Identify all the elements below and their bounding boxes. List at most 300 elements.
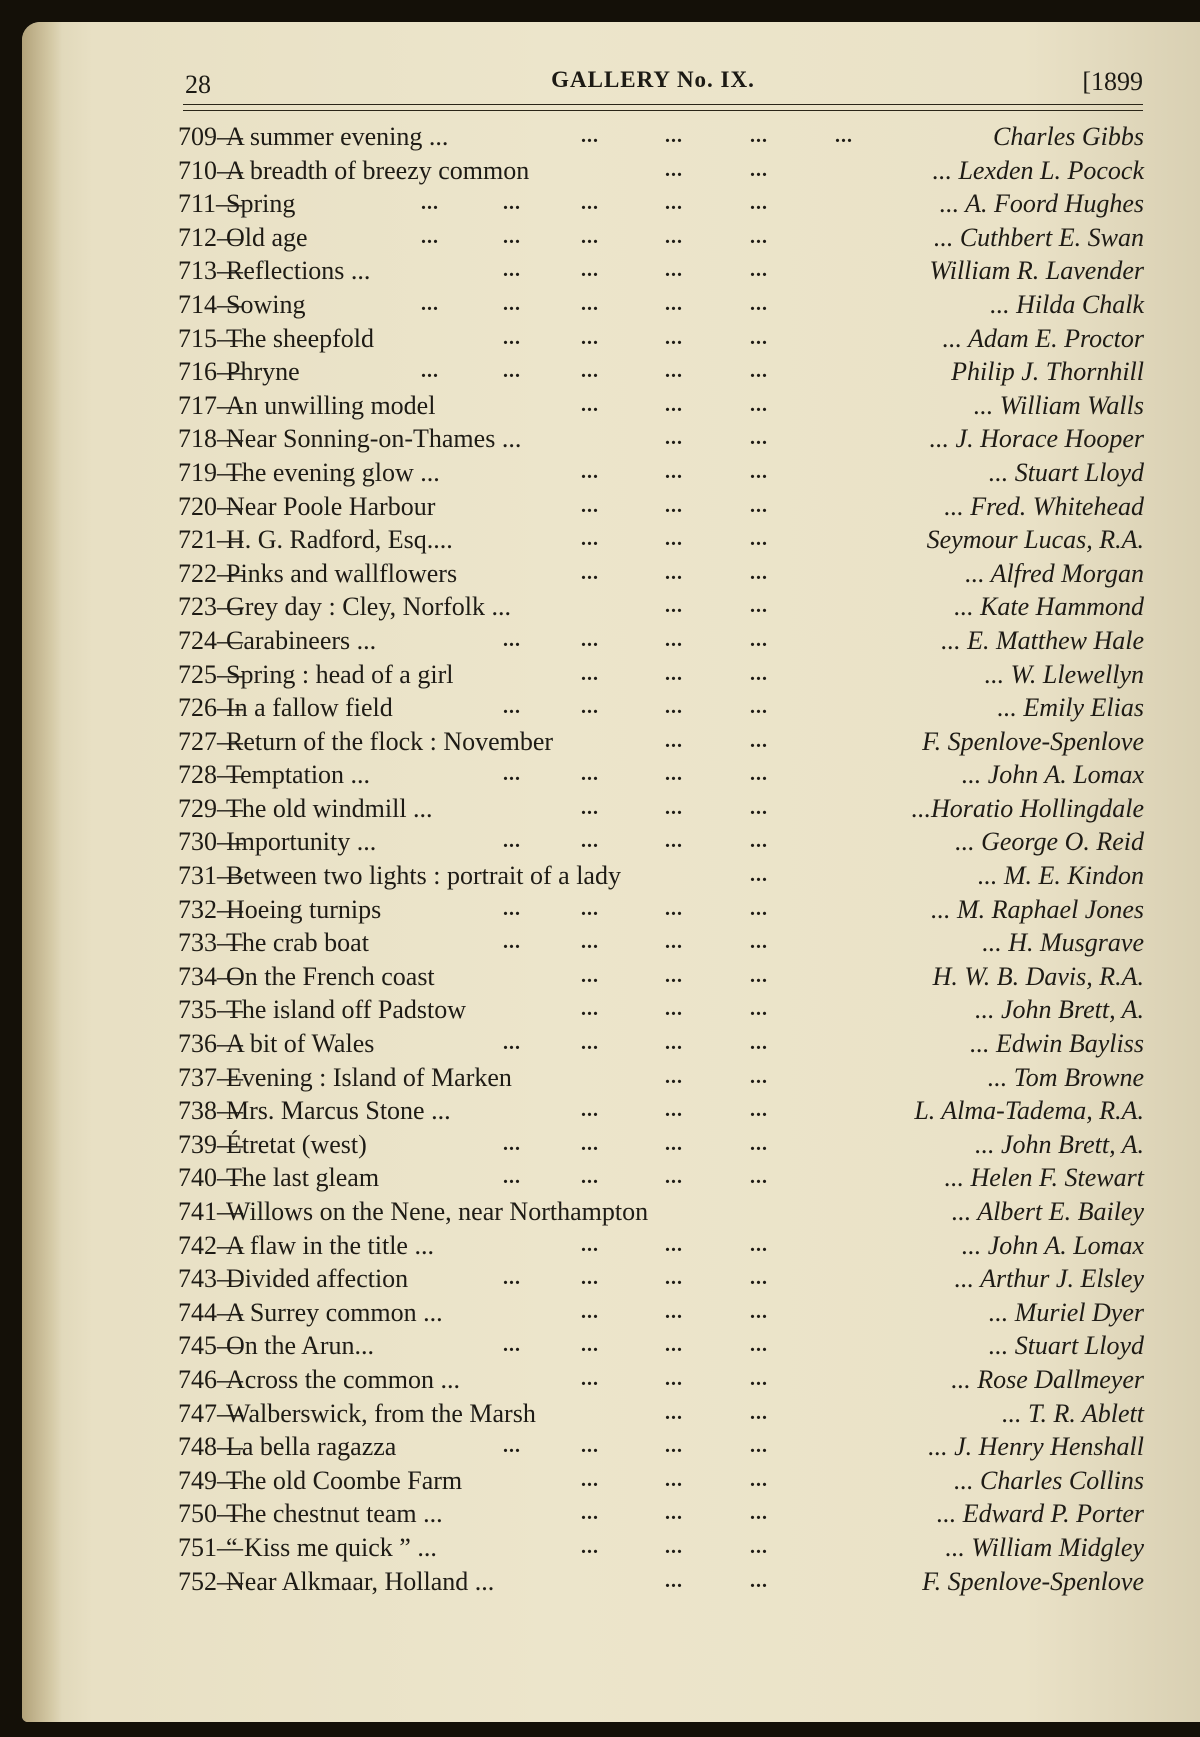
entry-number: 722—: [178, 558, 243, 588]
dot-leader: ...: [581, 1032, 599, 1055]
entry-number: 732—: [178, 894, 243, 924]
dot-leader: ...: [581, 1166, 599, 1189]
dot-leader: ...: [503, 1132, 521, 1155]
catalogue-entry: [178, 960, 1144, 994]
dot-leader: ...: [581, 628, 599, 651]
dot-leader: ...: [503, 259, 521, 282]
entry-number: 748—: [178, 1432, 243, 1462]
dot-leader: ...: [750, 696, 768, 719]
catalogue-entry: [178, 1094, 1144, 1128]
entry-title: Mrs. Marcus Stone ...: [226, 1096, 451, 1126]
dot-leader: ...: [421, 360, 439, 383]
entry-number: 746—: [178, 1364, 243, 1394]
entry-number: 735—: [178, 995, 243, 1025]
catalogue-entry: [178, 1195, 1144, 1229]
dot-leader: ...: [665, 460, 683, 483]
dot-leader: ...: [503, 360, 521, 383]
catalogue-entry: [178, 322, 1144, 356]
entry-title: Spring: [226, 189, 296, 219]
entry-artist: ... J. Horace Hooper: [929, 424, 1144, 454]
dot-leader: ...: [665, 1569, 683, 1592]
entry-artist: ... Helen F. Stewart: [944, 1163, 1144, 1193]
dot-leader: ...: [750, 763, 768, 786]
running-title: GALLERY No. IX.: [551, 67, 755, 92]
dot-leader: ...: [581, 292, 599, 315]
dot-leader: ...: [665, 528, 683, 551]
dot-leader: ...: [503, 931, 521, 954]
dot-leader: ...: [750, 1267, 768, 1290]
entry-number: 729—: [178, 793, 243, 823]
entry-title: Phryne: [226, 357, 300, 387]
entry-title: Hoeing turnips: [226, 894, 382, 924]
entry-number: 717—: [178, 390, 243, 420]
dot-leader: ...: [750, 292, 768, 315]
dot-leader: ...: [665, 696, 683, 719]
dot-leader: ...: [665, 360, 683, 383]
dot-leader: ...: [581, 326, 599, 349]
dot-leader: ...: [581, 225, 599, 248]
dot-leader: ...: [750, 931, 768, 954]
entry-title: “ Kiss me quick ” ...: [226, 1532, 437, 1562]
entry-number: 728—: [178, 760, 243, 790]
catalogue-entry: [178, 691, 1144, 725]
dot-leader: ...: [503, 628, 521, 651]
header-rule: [183, 110, 1143, 111]
entry-artist: ... Hilda Chalk: [990, 289, 1144, 319]
entry-artist: ... John Brett, A.: [975, 995, 1144, 1025]
catalogue-entry: [178, 1430, 1144, 1464]
catalogue-entry: [178, 624, 1144, 658]
entry-title: Near Alkmaar, Holland ...: [226, 1566, 495, 1596]
entry-number: 741—: [178, 1197, 243, 1226]
entry-title: Divided affection: [226, 1264, 409, 1294]
year-label: [1899: [1082, 67, 1143, 96]
dot-leader: ...: [421, 292, 439, 315]
dot-leader: ...: [503, 326, 521, 349]
entry-title: A bit of Wales: [226, 1029, 375, 1059]
entry-artist: ... Emily Elias: [997, 693, 1144, 723]
entry-title: The evening glow ...: [226, 457, 440, 487]
page-number: 28: [185, 70, 211, 99]
entry-number: 752—: [178, 1566, 243, 1596]
entry-title: A breadth of breezy common: [226, 155, 530, 185]
dot-leader: ...: [750, 1367, 768, 1390]
entry-artist: ... William Walls: [973, 390, 1144, 420]
dot-leader: ...: [503, 192, 521, 215]
entry-number: 714—: [178, 289, 243, 319]
dot-leader: ...: [503, 1334, 521, 1357]
entry-number: 710—: [178, 155, 243, 185]
entry-title: Spring : head of a girl: [226, 659, 454, 689]
entry-title: On the French coast: [226, 961, 435, 991]
dot-leader: ...: [750, 1435, 768, 1458]
dot-leader: ...: [750, 393, 768, 416]
entry-number: 742—: [178, 1230, 243, 1260]
entry-artist: ... M. Raphael Jones: [930, 894, 1144, 924]
dot-leader: ...: [665, 1535, 683, 1558]
dot-leader: ...: [665, 1435, 683, 1458]
dot-leader: ...: [665, 326, 683, 349]
dot-leader: ...: [750, 1099, 768, 1122]
dot-leader: ...: [503, 696, 521, 719]
dot-leader: ...: [750, 494, 768, 517]
dot-leader: ...: [665, 1132, 683, 1155]
dot-leader: ...: [665, 628, 683, 651]
dot-leader: ...: [665, 1367, 683, 1390]
dot-leader: ...: [581, 259, 599, 282]
entry-title: La bella ragazza: [226, 1432, 397, 1462]
dot-leader: ...: [665, 1233, 683, 1256]
catalogue-entry: [178, 557, 1144, 591]
dot-leader: ...: [581, 1334, 599, 1357]
entry-artist: ... W. Llewellyn: [984, 659, 1144, 689]
entry-artist: ... John A. Lomax: [961, 760, 1144, 790]
dot-leader: ...: [665, 561, 683, 584]
dot-leader: ...: [665, 393, 683, 416]
dot-leader: ...: [665, 897, 683, 920]
dot-leader: ...: [665, 796, 683, 819]
dot-leader: ...: [503, 897, 521, 920]
catalogue-entry: [178, 825, 1144, 859]
dot-leader: ...: [750, 864, 768, 887]
entry-title: Willows on the Nene, near Northampton: [226, 1197, 649, 1226]
entry-artist: ... Adam E. Proctor: [942, 323, 1144, 353]
entry-artist: ... Cuthbert E. Swan: [933, 222, 1144, 252]
dot-leader: ...: [503, 1267, 521, 1290]
entry-number: 724—: [178, 625, 243, 655]
dot-leader: ...: [750, 729, 768, 752]
entry-number: 731—: [178, 861, 243, 891]
catalogue-entry: [178, 1464, 1144, 1498]
dot-leader: ...: [750, 830, 768, 853]
catalogue-entry: [178, 893, 1144, 927]
entry-number: 745—: [178, 1331, 243, 1361]
dot-leader: ...: [750, 1166, 768, 1189]
entry-number: 736—: [178, 1029, 243, 1059]
entry-artist: ... Tom Browne: [987, 1062, 1144, 1092]
dot-leader: ...: [665, 225, 683, 248]
dot-leader: ...: [665, 494, 683, 517]
catalogue-entry: [178, 187, 1144, 221]
catalogue-entry: [178, 1128, 1144, 1162]
entry-title: The old Coombe Farm: [226, 1465, 463, 1495]
dot-leader: ...: [581, 393, 599, 416]
entry-artist: ... Kate Hammond: [954, 592, 1144, 622]
dot-leader: ...: [835, 125, 853, 147]
entry-title: Pinks and wallflowers: [226, 558, 458, 588]
entry-title: The island off Padstow: [226, 995, 466, 1025]
entry-title: Near Poole Harbour: [226, 491, 436, 521]
dot-leader: ...: [581, 830, 599, 853]
entry-number: 718—: [178, 424, 243, 454]
entry-number: 740—: [178, 1163, 243, 1193]
entry-artist: ... J. Henry Henshall: [928, 1432, 1144, 1462]
dot-leader: ...: [581, 662, 599, 685]
entry-artist: ... A. Foord Hughes: [939, 189, 1144, 219]
entry-title: The crab boat: [226, 928, 369, 958]
entry-artist: F. Spenlove-Spenlove: [922, 1566, 1144, 1596]
entry-number: 750—: [178, 1499, 243, 1529]
entry-number: 715—: [178, 323, 243, 353]
catalogue-entry: [178, 523, 1144, 557]
dot-leader: ...: [421, 192, 439, 215]
entry-artist: ... Fred. Whitehead: [944, 491, 1144, 521]
entry-number: 713—: [178, 256, 243, 286]
dot-leader: ...: [665, 1099, 683, 1122]
dot-leader: ...: [581, 1535, 599, 1558]
entry-number: 738—: [178, 1096, 243, 1126]
entry-artist: ... John Brett, A.: [975, 1129, 1144, 1159]
entry-title: An unwilling model: [226, 390, 436, 420]
entry-number: 716—: [178, 357, 243, 387]
dot-leader: ...: [581, 696, 599, 719]
entry-artist: ... H. Musgrave: [982, 928, 1144, 958]
dot-leader: ...: [750, 964, 768, 987]
catalogue-entry: [178, 1027, 1144, 1061]
entry-artist: ...Horatio Hollingdale: [911, 793, 1144, 823]
dot-leader: ...: [750, 628, 768, 651]
entry-artist: ... George O. Reid: [955, 827, 1144, 857]
dot-leader: ...: [581, 360, 599, 383]
dot-leader: ...: [581, 1300, 599, 1323]
catalogue-entry: [178, 254, 1144, 288]
catalogue-entry: [178, 1531, 1144, 1565]
dot-leader: ...: [581, 494, 599, 517]
entry-title: H. G. Radford, Esq....: [226, 525, 453, 555]
dot-leader: ...: [750, 1334, 768, 1357]
catalogue-entry: [178, 221, 1144, 255]
catalogue-entry: [178, 422, 1144, 456]
catalogue-entry: [178, 993, 1144, 1027]
dot-leader: ...: [665, 662, 683, 685]
dot-leader: ...: [665, 998, 683, 1021]
catalogue-entry: [178, 490, 1144, 524]
dot-leader: ...: [665, 427, 683, 450]
entry-title: A flaw in the title ...: [226, 1230, 434, 1260]
dot-leader: ...: [581, 998, 599, 1021]
catalogue-entry: [178, 120, 1144, 154]
dot-leader: ...: [581, 1267, 599, 1290]
catalogue-entry: [178, 1229, 1144, 1263]
dot-leader: ...: [665, 964, 683, 987]
dot-leader: ...: [750, 1233, 768, 1256]
entry-artist: ... Charles Collins: [954, 1465, 1144, 1495]
dot-leader: ...: [750, 1065, 768, 1088]
dot-leader: ...: [581, 460, 599, 483]
dot-leader: ...: [750, 1468, 768, 1491]
entry-number: 743—: [178, 1264, 243, 1294]
dot-leader: ...: [750, 427, 768, 450]
entry-number: 725—: [178, 659, 243, 689]
dot-leader: ...: [750, 125, 768, 147]
dot-leader: ...: [665, 931, 683, 954]
entry-title: Grey day : Cley, Norfolk ...: [226, 592, 511, 622]
entry-number: 730—: [178, 827, 243, 857]
dot-leader: ...: [750, 1401, 768, 1424]
entry-artist: ... Lexden L. Pocock: [932, 155, 1144, 185]
entry-title: Importunity ...: [226, 827, 377, 857]
dot-leader: ...: [581, 931, 599, 954]
dot-leader: ...: [581, 1468, 599, 1491]
dot-leader: ...: [581, 528, 599, 551]
entry-number: 733—: [178, 928, 243, 958]
dot-leader: ...: [750, 460, 768, 483]
dot-leader: ...: [665, 259, 683, 282]
entry-number: 711—: [178, 189, 243, 219]
entry-artist: ... Stuart Lloyd: [988, 457, 1144, 487]
catalogue-entry: [178, 389, 1144, 423]
dot-leader: ...: [581, 1099, 599, 1122]
entry-title: Étretat (west): [226, 1129, 367, 1159]
entry-artist: ... Edwin Bayliss: [969, 1029, 1144, 1059]
entry-title: Evening : Island of Marken: [226, 1062, 512, 1092]
dot-leader: ...: [421, 225, 439, 248]
catalogue-entry: [178, 725, 1144, 759]
catalogue-entry: [178, 758, 1144, 792]
entry-number: 719—: [178, 457, 243, 487]
entry-number: 751—: [178, 1532, 243, 1562]
entry-artist: ... Albert E. Bailey: [951, 1197, 1144, 1226]
entry-number: 712—: [178, 222, 243, 252]
dot-leader: ...: [581, 796, 599, 819]
dot-leader: ...: [665, 729, 683, 752]
page-header: [163, 64, 1143, 100]
catalogue-entry: [178, 154, 1144, 188]
entry-number: 747—: [178, 1398, 243, 1428]
dot-leader: ...: [750, 1502, 768, 1525]
dot-leader: ...: [665, 763, 683, 786]
catalogue-entry: [178, 590, 1144, 624]
dot-leader: ...: [750, 1132, 768, 1155]
catalogue-entry: [178, 456, 1144, 490]
dot-leader: ...: [581, 1233, 599, 1256]
dot-leader: ...: [665, 595, 683, 618]
entry-title: Walberswick, from the Marsh: [226, 1398, 536, 1428]
dot-leader: ...: [750, 1569, 768, 1592]
dot-leader: ...: [503, 763, 521, 786]
dot-leader: ...: [503, 830, 521, 853]
dot-leader: ...: [581, 561, 599, 584]
dot-leader: ...: [665, 292, 683, 315]
entry-title: Old age: [226, 222, 308, 252]
dot-leader: ...: [665, 1401, 683, 1424]
dot-leader: ...: [750, 326, 768, 349]
entry-artist: ... M. E. Kindon: [977, 861, 1144, 891]
catalogue-entry: [178, 288, 1144, 322]
dot-leader: ...: [503, 1032, 521, 1055]
catalogue-entry: [178, 1397, 1144, 1431]
dot-leader: ...: [581, 125, 599, 147]
entry-artist: ... T. R. Ablett: [1001, 1398, 1144, 1428]
dot-leader: ...: [665, 1300, 683, 1323]
dot-leader: ...: [750, 192, 768, 215]
dot-leader: ...: [665, 125, 683, 147]
entry-artist: H. W. B. Davis, R.A.: [932, 961, 1144, 991]
entry-title: The sheepfold: [226, 323, 375, 353]
catalogue-entry: [178, 1061, 1144, 1095]
catalogue-entry: [178, 1161, 1144, 1195]
dot-leader: ...: [750, 158, 768, 181]
entry-number: 739—: [178, 1129, 243, 1159]
dot-leader: ...: [750, 360, 768, 383]
catalogue-entry: [178, 1296, 1144, 1330]
dot-leader: ...: [665, 158, 683, 181]
entry-title: Temptation ...: [226, 760, 371, 790]
entry-artist: ... John A. Lomax: [961, 1230, 1144, 1260]
catalogue-entry: [178, 1497, 1144, 1531]
dot-leader: ...: [665, 830, 683, 853]
entry-title: A summer evening ...: [226, 122, 449, 151]
entry-number: 734—: [178, 961, 243, 991]
dot-leader: ...: [665, 1468, 683, 1491]
catalogue-entry: [178, 926, 1144, 960]
entry-number: 727—: [178, 726, 243, 756]
catalogue-list: [178, 120, 1144, 1598]
catalogue-entry: [178, 1565, 1144, 1599]
catalogue-entry: [178, 1329, 1144, 1363]
entry-artist: ... William Midgley: [945, 1532, 1144, 1562]
entry-title: Carabineers ...: [226, 625, 377, 655]
dot-leader: ...: [665, 1166, 683, 1189]
dot-leader: ...: [750, 561, 768, 584]
dot-leader: ...: [750, 897, 768, 920]
dot-leader: ...: [750, 662, 768, 685]
entry-number: 721—: [178, 525, 243, 555]
book-gutter: [22, 22, 62, 1722]
dot-leader: ...: [503, 1166, 521, 1189]
entry-title: Sowing: [226, 289, 306, 319]
entry-number: 726—: [178, 693, 243, 723]
entry-number: 744—: [178, 1297, 243, 1327]
dot-leader: ...: [750, 259, 768, 282]
entry-title: Between two lights : portrait of a lady: [226, 861, 621, 891]
entry-artist: ... Edward P. Porter: [936, 1499, 1144, 1529]
entry-title: Return of the flock : November: [226, 726, 554, 756]
catalogue-entry: [178, 658, 1144, 692]
entry-artist: ... E. Matthew Hale: [941, 625, 1144, 655]
dot-leader: ...: [581, 1132, 599, 1155]
entry-number: 737—: [178, 1062, 243, 1092]
dot-leader: ...: [750, 796, 768, 819]
dot-leader: ...: [581, 897, 599, 920]
entry-title: Across the common ...: [226, 1364, 460, 1394]
dot-leader: ...: [750, 998, 768, 1021]
entry-artist: Philip J. Thornhill: [951, 357, 1144, 387]
entry-title: The chestnut team ...: [226, 1499, 443, 1529]
dot-leader: ...: [503, 225, 521, 248]
dot-leader: ...: [581, 1367, 599, 1390]
dot-leader: ...: [750, 595, 768, 618]
dot-leader: ...: [581, 1435, 599, 1458]
entry-artist: William R. Lavender: [929, 256, 1144, 286]
dot-leader: ...: [750, 225, 768, 248]
entry-title: The last gleam: [226, 1163, 380, 1193]
entry-title: On the Arun...: [226, 1331, 375, 1361]
entry-number: 749—: [178, 1465, 243, 1495]
entry-title: Reflections ...: [226, 256, 371, 286]
dot-leader: ...: [665, 1334, 683, 1357]
catalogue-entry: [178, 1262, 1144, 1296]
dot-leader: ...: [665, 1032, 683, 1055]
entry-title: A Surrey common ...: [226, 1297, 443, 1327]
dot-leader: ...: [665, 192, 683, 215]
entry-artist: Charles Gibbs: [993, 122, 1144, 151]
entry-title: In a fallow field: [226, 693, 393, 723]
entry-artist: ... Arthur J. Elsley: [954, 1264, 1144, 1294]
dot-leader: ...: [503, 292, 521, 315]
dot-leader: ...: [665, 1267, 683, 1290]
entry-artist: ... Alfred Morgan: [965, 558, 1144, 588]
